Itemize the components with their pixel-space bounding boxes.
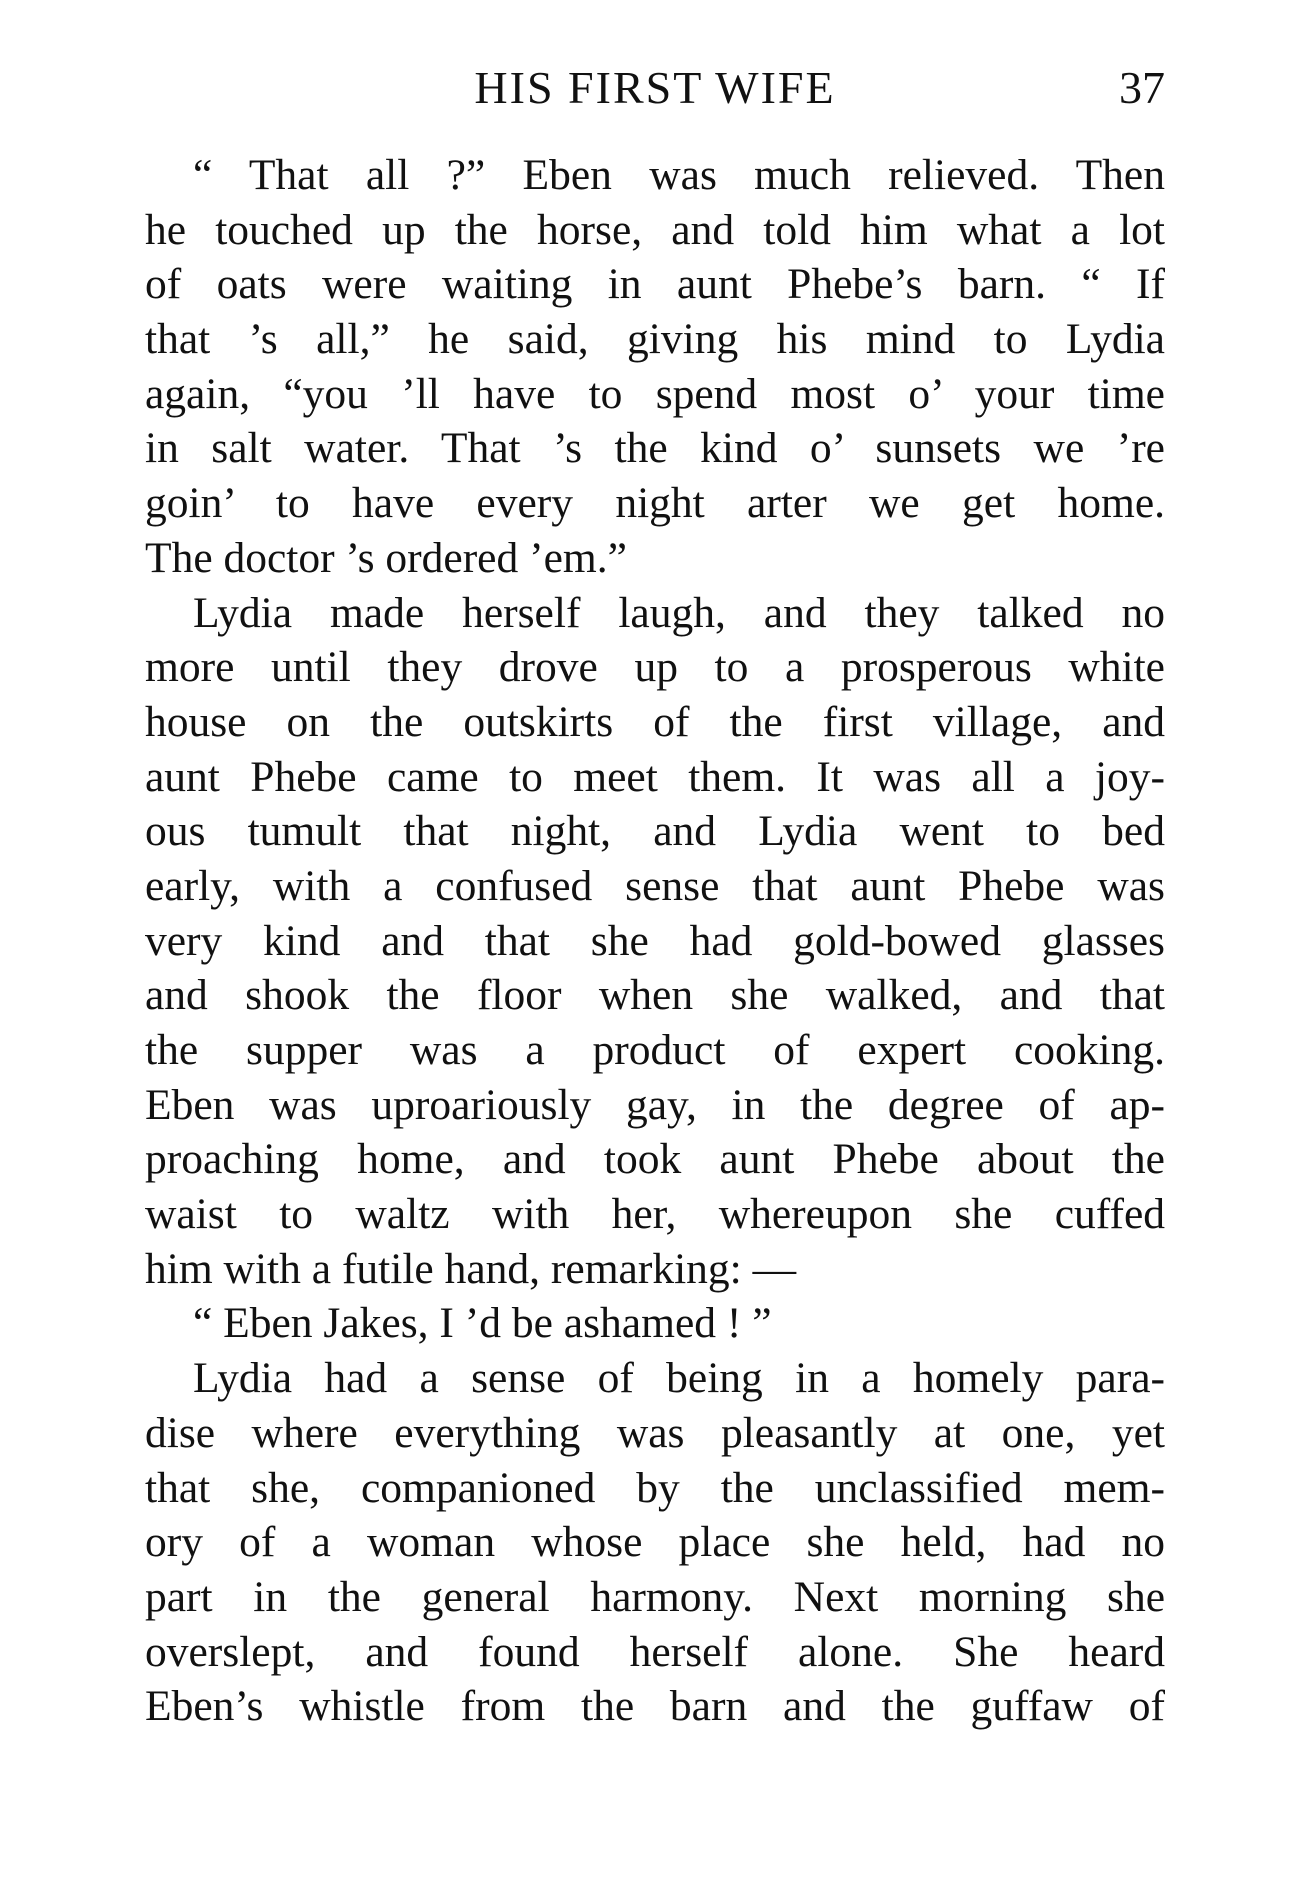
text-line: of oats were waiting in aunt Phebe’s barn. “ If [145,260,1165,309]
text-line: more until they drove up to a prosperous white [145,643,1165,692]
text-line: Lydia made herself laugh, and they talked no [193,588,1165,637]
page-number: 37 [1119,62,1165,113]
text-line: ous tumult that night, and Lydia went to bed [145,807,1165,856]
text-line: Eben’s whistle from the barn and the guffaw of [145,1682,1165,1731]
text-line: part in the general harmony. Next morning she [145,1572,1165,1621]
text-line: house on the outskirts of the first village, and [145,697,1165,746]
text-line: and shook the floor when she walked, and that [145,971,1165,1020]
text-line: dise where everything was pleasantly at one, yet [145,1408,1165,1457]
text-line: again, “you ’ll have to spend most o’ your time [145,369,1165,418]
text-line: waist to waltz with her, whereupon she cuffed [145,1190,1165,1239]
text-line: goin’ to have every night arter we get home. [145,479,1165,528]
text-line: Eben was uproariously gay, in the degree of ap- [145,1080,1165,1129]
text-line: him with a futile hand, remarking: — [145,1244,797,1293]
text-line: overslept, and found herself alone. She heard [145,1627,1165,1676]
text-line: The doctor ’s ordered ’em.” [145,533,627,582]
text-line: that ’s all,” he said, giving his mind to Lydia [145,315,1165,364]
text-line: he touched up the horse, and told him what a lot [145,205,1165,254]
text-line: aunt Phebe came to meet them. It was all a joy- [145,752,1165,801]
text-line: “ Eben Jakes, I ’d be ashamed ! ” [193,1299,772,1348]
text-line: the supper was a product of expert cooking. [145,1026,1165,1074]
text-line: Lydia had a sense of being in a homely para- [193,1354,1165,1403]
running-title: HIS FIRST WIFE [474,62,836,113]
text-line: “ That all ?” Eben was much relieved. Then [193,151,1165,199]
text-line: in salt water. That ’s the kind o’ sunsets we ’re [145,424,1165,473]
text-line: ory of a woman whose place she held, had no [145,1518,1165,1567]
body-text [145,148,1165,1734]
text-line: early, with a confused sense that aunt Phebe was [145,861,1165,910]
text-line: proaching home, and took aunt Phebe about the [145,1135,1165,1184]
text-line: that she, companioned by the unclassified mem- [145,1463,1165,1512]
running-head [145,58,1165,118]
text-line: very kind and that she had gold-bowed glasses [145,916,1165,965]
